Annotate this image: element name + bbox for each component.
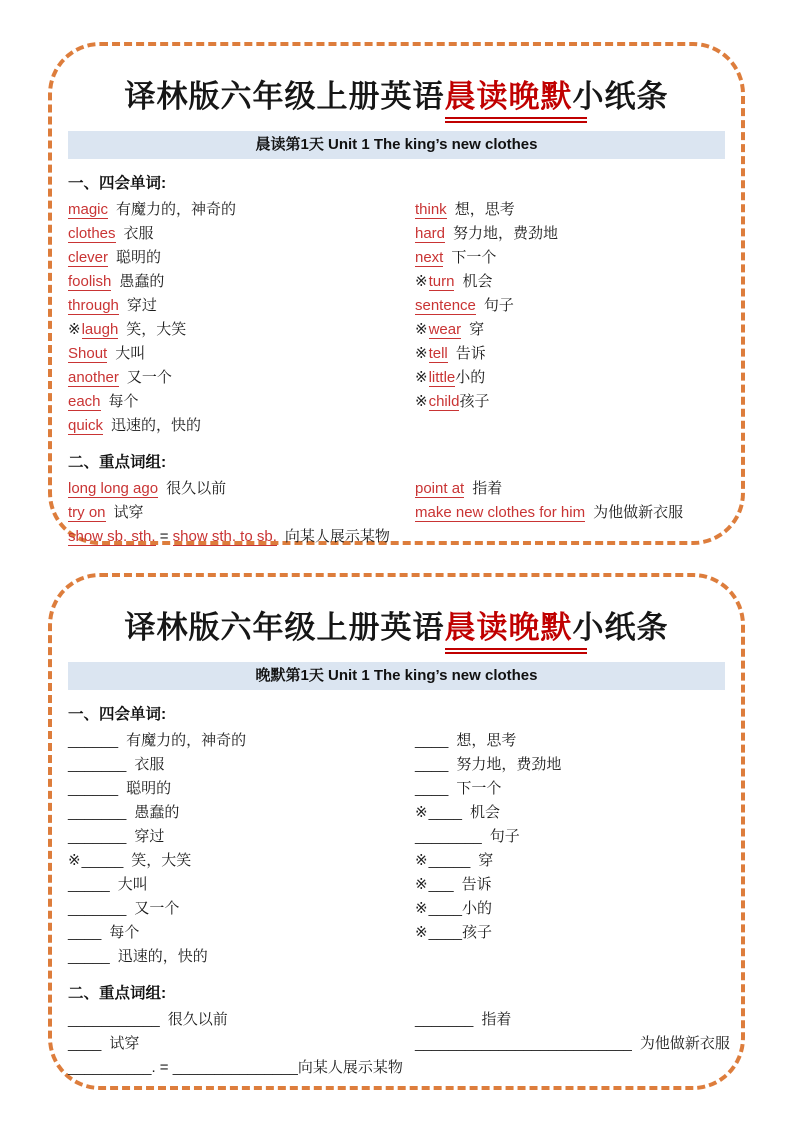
title-prefix: 译林版六年级上册英语	[124, 610, 445, 645]
phrase-cell	[415, 1032, 730, 1056]
phrase-cell	[415, 501, 725, 525]
equals-text: =	[155, 528, 173, 545]
answer-blank: ___	[428, 876, 454, 893]
zh-meaning: 指着	[481, 1011, 512, 1028]
word-column-left	[68, 729, 415, 969]
answer-blank: __________	[68, 1059, 152, 1076]
star-mark: ※	[68, 321, 81, 338]
day-unit-banner: 晚默第1天 Unit 1 The king’s new clothes	[68, 662, 725, 690]
zh-meaning: 句子	[483, 297, 514, 314]
en-word: wear	[428, 321, 462, 338]
phrase-row	[68, 1008, 725, 1032]
zh-meaning: 机会	[469, 804, 500, 821]
zh-meaning: 下一个	[456, 780, 502, 797]
word-row	[415, 729, 725, 753]
zh-meaning: 很久以前	[167, 1011, 228, 1028]
en-word: through	[68, 297, 119, 314]
word-row	[415, 222, 725, 246]
answer-blank: ______	[68, 780, 119, 797]
zh-meaning: 迅速的，快的	[117, 948, 208, 965]
word-row	[68, 222, 415, 246]
zh-meaning: 笑，大笑	[126, 321, 187, 338]
word-row	[68, 414, 415, 438]
answer-blank: ____	[68, 1035, 102, 1052]
star-mark: ※	[68, 852, 81, 869]
answer-blank: _______	[68, 804, 127, 821]
zh-meaning: 很久以前	[166, 480, 227, 497]
panel-morning-read	[48, 42, 745, 545]
zh-meaning: 努力地，费劲地	[453, 225, 559, 242]
word-row	[68, 729, 415, 753]
equals-text: . =	[151, 1059, 173, 1076]
word-row	[415, 198, 725, 222]
words-heading: 一、四会单词:	[68, 175, 167, 192]
phrase-row	[68, 1032, 730, 1056]
word-row	[415, 390, 725, 414]
phrase-cell	[68, 525, 725, 549]
phrases-heading: 二、重点词组:	[68, 985, 167, 1002]
answer-blank: _______	[68, 900, 127, 917]
zh-meaning: 下一个	[451, 249, 497, 266]
phrase-row	[68, 1056, 725, 1080]
zh-meaning: 大叫	[115, 345, 146, 362]
zh-meaning: 愚蠢的	[119, 273, 165, 290]
word-row	[68, 270, 415, 294]
word-row	[415, 825, 725, 849]
zh-meaning: 机会	[462, 273, 493, 290]
panel-content	[52, 71, 741, 549]
title-highlight: 晨读晚默	[445, 610, 587, 654]
phrase-cell	[68, 1056, 725, 1080]
zh-meaning: 聪明的	[126, 780, 172, 797]
answer-blank: ____	[415, 756, 449, 773]
word-row	[68, 945, 415, 969]
en-word: another	[68, 369, 119, 386]
phrase-list	[68, 477, 725, 549]
zh-meaning: 穿过	[134, 828, 165, 845]
word-list	[68, 729, 725, 969]
word-row	[415, 246, 725, 270]
phrase-cell	[415, 1008, 725, 1032]
zh-meaning: 想，思考	[454, 201, 515, 218]
en-phrase: make new clothes for him	[415, 504, 586, 521]
answer-blank: __________________________	[415, 1035, 632, 1052]
answer-blank: _______	[68, 828, 127, 845]
en-phrase: try on	[68, 504, 106, 521]
en-word: little	[428, 369, 456, 386]
zh-meaning: 笑，大笑	[131, 852, 192, 869]
zh-meaning: 迅速的，快的	[111, 417, 202, 434]
en-word: clever	[68, 249, 109, 266]
panel-content	[52, 602, 741, 1080]
word-row	[415, 366, 725, 390]
en-phrase: point at	[415, 480, 465, 497]
answer-blank: ________	[415, 828, 482, 845]
word-row	[68, 318, 415, 342]
title-suffix: 小纸条	[572, 610, 669, 645]
en-phrase: long long ago	[68, 480, 159, 497]
title-prefix: 译林版六年级上册英语	[124, 79, 445, 114]
word-row	[415, 873, 725, 897]
word-row	[68, 366, 415, 390]
zh-meaning: 想，思考	[456, 732, 517, 749]
answer-blank: _____	[81, 852, 124, 869]
word-row	[415, 849, 725, 873]
star-mark: ※	[415, 369, 428, 386]
zh-meaning: 孩子	[459, 393, 490, 410]
phrase-row	[68, 501, 725, 525]
word-row	[68, 897, 415, 921]
word-row	[68, 753, 415, 777]
answer-blank: ____	[68, 924, 102, 941]
word-row	[415, 921, 725, 945]
words-heading: 一、四会单词:	[68, 706, 167, 723]
zh-meaning: 又一个	[134, 900, 180, 917]
zh-meaning: 小的	[461, 900, 492, 917]
word-row	[68, 825, 415, 849]
star-mark: ※	[415, 345, 428, 362]
en-phrase: show sth. to sb.	[172, 528, 277, 545]
star-mark: ※	[415, 924, 428, 941]
answer-blank: ____	[428, 804, 462, 821]
answer-blank: ______	[68, 732, 119, 749]
phrase-cell	[68, 501, 415, 525]
answer-blank: ____	[428, 924, 462, 941]
zh-meaning: 有魔力的，神奇的	[116, 201, 237, 218]
zh-meaning: 告诉	[455, 345, 486, 362]
word-row	[68, 921, 415, 945]
zh-meaning: 指着	[472, 480, 503, 497]
phrases-heading: 二、重点词组:	[68, 454, 167, 471]
word-column-right	[415, 198, 725, 438]
zh-meaning: 穿	[478, 852, 494, 869]
word-row	[415, 342, 725, 366]
zh-meaning: 衣服	[123, 225, 154, 242]
zh-meaning: 聪明的	[116, 249, 162, 266]
answer-blank: ____	[415, 780, 449, 797]
zh-meaning: 孩子	[461, 924, 492, 941]
en-word: turn	[428, 273, 455, 290]
answer-blank: ____	[428, 900, 462, 917]
word-column-left	[68, 198, 415, 438]
answer-blank: _______	[415, 1011, 474, 1028]
word-row	[68, 246, 415, 270]
page-title	[74, 602, 719, 647]
en-word: Shout	[68, 345, 108, 362]
star-mark: ※	[415, 321, 428, 338]
zh-meaning: 小的	[455, 369, 486, 386]
word-row	[415, 801, 725, 825]
word-row	[415, 897, 725, 921]
en-word: hard	[415, 225, 446, 242]
answer-blank: _______________	[172, 1059, 298, 1076]
word-row	[415, 294, 725, 318]
en-word: foolish	[68, 273, 112, 290]
word-row	[415, 318, 725, 342]
zh-meaning: 衣服	[134, 756, 165, 773]
panel-evening-quiz	[48, 573, 745, 1090]
word-row	[68, 801, 415, 825]
title-suffix: 小纸条	[572, 79, 669, 114]
zh-meaning: 向某人展示某物	[284, 528, 390, 545]
page-title	[74, 71, 719, 116]
phrase-list	[68, 1008, 730, 1080]
answer-blank: _____	[68, 876, 110, 893]
phrase-cell	[68, 1032, 415, 1056]
word-row	[68, 390, 415, 414]
answer-blank: _____	[68, 948, 110, 965]
en-word: laugh	[81, 321, 119, 338]
star-mark: ※	[415, 393, 428, 410]
en-word: think	[415, 201, 447, 218]
en-word: magic	[68, 201, 109, 218]
day-unit-banner: 晨读第1天 Unit 1 The king’s new clothes	[68, 131, 725, 159]
phrase-cell	[68, 1008, 415, 1032]
word-row	[415, 270, 725, 294]
zh-meaning: 告诉	[461, 876, 492, 893]
word-column-right	[415, 729, 725, 969]
answer-blank: _______	[68, 756, 127, 773]
title-highlight: 晨读晚默	[445, 79, 587, 123]
zh-meaning: 每个	[108, 393, 139, 410]
word-row	[415, 753, 725, 777]
zh-meaning: 试穿	[113, 504, 144, 521]
zh-meaning: 为他做新衣服	[639, 1035, 730, 1052]
zh-meaning: 试穿	[109, 1035, 140, 1052]
zh-meaning: 努力地，费劲地	[456, 756, 562, 773]
star-mark: ※	[415, 804, 428, 821]
word-row	[68, 294, 415, 318]
zh-meaning: 大叫	[117, 876, 148, 893]
zh-meaning: 愚蠢的	[134, 804, 180, 821]
word-row	[68, 777, 415, 801]
word-list	[68, 198, 725, 438]
phrase-cell	[68, 477, 415, 501]
zh-meaning: 穿过	[126, 297, 157, 314]
en-word: child	[428, 393, 460, 410]
star-mark: ※	[415, 273, 428, 290]
zh-meaning: 每个	[109, 924, 140, 941]
word-row	[68, 198, 415, 222]
zh-meaning: 句子	[489, 828, 520, 845]
word-row	[415, 777, 725, 801]
en-word: clothes	[68, 225, 116, 242]
star-mark: ※	[415, 876, 428, 893]
phrase-row	[68, 525, 725, 549]
phrase-cell	[415, 477, 725, 501]
answer-blank: _____	[428, 852, 471, 869]
zh-meaning: 为他做新衣服	[593, 504, 684, 521]
answer-blank: ___________	[68, 1011, 160, 1028]
en-word: sentence	[415, 297, 476, 314]
zh-meaning: 又一个	[126, 369, 172, 386]
star-mark: ※	[415, 900, 428, 917]
word-row	[68, 849, 415, 873]
en-word: tell	[428, 345, 448, 362]
zh-meaning: 有魔力的，神奇的	[126, 732, 247, 749]
en-word: each	[68, 393, 101, 410]
star-mark: ※	[415, 852, 428, 869]
word-row	[68, 342, 415, 366]
en-word: quick	[68, 417, 104, 434]
zh-meaning: 向某人展示某物	[297, 1059, 403, 1076]
en-word: next	[415, 249, 444, 266]
word-row	[68, 873, 415, 897]
en-phrase: show sb. sth.	[68, 528, 156, 545]
answer-blank: ____	[415, 732, 449, 749]
phrase-row	[68, 477, 725, 501]
zh-meaning: 穿	[469, 321, 485, 338]
